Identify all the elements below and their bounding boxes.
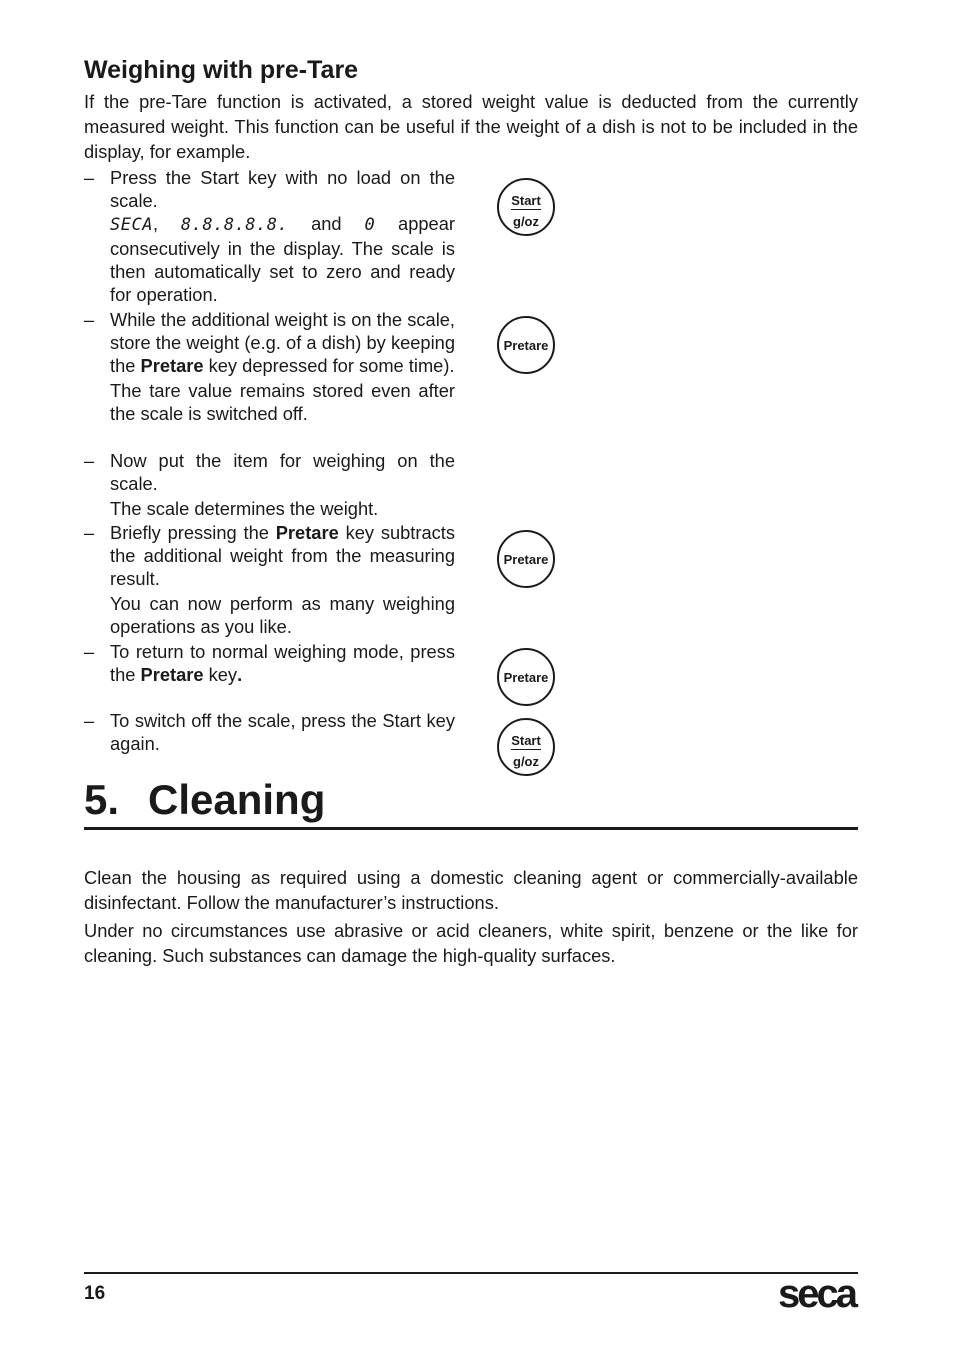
step-1 bbox=[84, 166, 455, 306]
pretare-key-icon bbox=[497, 530, 555, 588]
step-dash: – bbox=[84, 710, 95, 731]
step-dash: – bbox=[84, 450, 95, 471]
step-5-post: key bbox=[208, 664, 238, 685]
step-3 bbox=[84, 449, 455, 520]
start-key-icon bbox=[497, 178, 555, 236]
display-all-segments: 8.8.8.8.8. bbox=[180, 215, 289, 235]
start-key-label: Start bbox=[511, 193, 541, 208]
key-divider bbox=[511, 209, 541, 210]
display-seca: SECA bbox=[110, 215, 153, 235]
step-4-note: You can now perform as many weighing operations as you like. bbox=[110, 593, 455, 637]
step-3-text: Now put the item for weighing on the scale. bbox=[110, 450, 455, 494]
section-heading: Weighing with pre-Tare bbox=[84, 56, 359, 84]
cleaning-paragraph-2: Under no circumstances use abrasive or acid cleaners, white spirit, benzene or the like for cleaning. Such substances can damage the high-quality surfaces. bbox=[84, 920, 858, 966]
pretare-key-ref: Pretare bbox=[275, 522, 339, 543]
start-key-icon bbox=[497, 718, 555, 776]
page-number: 16 bbox=[84, 1283, 106, 1304]
cleaning-paragraph-1: Clean the housing as required using a domestic cleaning agent or commercially-available disinfectant. Follow the manufacturer’s instructions. bbox=[84, 867, 858, 913]
start-key-sublabel: g/oz bbox=[513, 754, 539, 769]
start-key-label: Start bbox=[511, 733, 541, 748]
step-4-pre: Briefly pressing the bbox=[110, 522, 269, 543]
step-dash: – bbox=[84, 309, 95, 330]
intro-paragraph: If the pre-Tare function is activated, a stored weight value is deducted from the currently measured weight. This function can be useful if the weight of a dish is not to be included in the display, for example. bbox=[84, 91, 858, 162]
display-zero: 0 bbox=[364, 215, 376, 235]
step-1-after: appear consecutively in the display. The scale is then automatically set to zero and ready for operation. bbox=[110, 213, 455, 305]
step-6 bbox=[84, 709, 455, 755]
step-dash: – bbox=[84, 641, 95, 662]
pretare-key-icon bbox=[497, 316, 555, 374]
step-dash: – bbox=[84, 522, 95, 543]
step-5 bbox=[84, 640, 455, 686]
step-3-note: The scale determines the weight. bbox=[110, 498, 379, 519]
key-divider bbox=[511, 749, 541, 750]
step-2-post: key depressed for some time). bbox=[208, 355, 455, 376]
footer-rule bbox=[84, 1272, 858, 1274]
step-2-pre: While the additional weight is on the scale, store the weight (e.g. of a dish) by keeping the bbox=[110, 309, 455, 376]
step-2 bbox=[84, 308, 455, 425]
step-dash: – bbox=[84, 167, 95, 188]
step-2-note: The tare value remains stored even after the scale is switched off. bbox=[110, 380, 455, 424]
pretare-key-label: Pretare bbox=[503, 670, 549, 685]
step-1-text: Press the Start key with no load on the scale. bbox=[110, 167, 455, 211]
step-5-end: . bbox=[237, 664, 243, 685]
step-1-sep: , bbox=[152, 213, 159, 234]
seca-logo: seca bbox=[778, 1272, 855, 1316]
start-key-sublabel: g/oz bbox=[513, 214, 539, 229]
pretare-key-ref: Pretare bbox=[140, 664, 204, 685]
step-5-pre: To return to normal weighing mode, press the bbox=[110, 641, 455, 685]
pretare-key-ref: Pretare bbox=[140, 355, 204, 376]
step-4 bbox=[84, 521, 455, 638]
chapter-heading bbox=[84, 776, 325, 824]
step-1-and: and bbox=[311, 213, 342, 234]
step-6-text: To switch off the scale, press the Start key again. bbox=[110, 710, 455, 754]
chapter-title: Cleaning bbox=[148, 776, 326, 823]
chapter-rule bbox=[84, 827, 858, 830]
pretare-key-label: Pretare bbox=[503, 338, 549, 353]
pretare-key-icon bbox=[497, 648, 555, 706]
chapter-number: 5. bbox=[84, 776, 120, 823]
pretare-key-label: Pretare bbox=[503, 552, 549, 567]
step-4-post: key subtracts the additional weight from the measuring result. bbox=[110, 522, 455, 589]
